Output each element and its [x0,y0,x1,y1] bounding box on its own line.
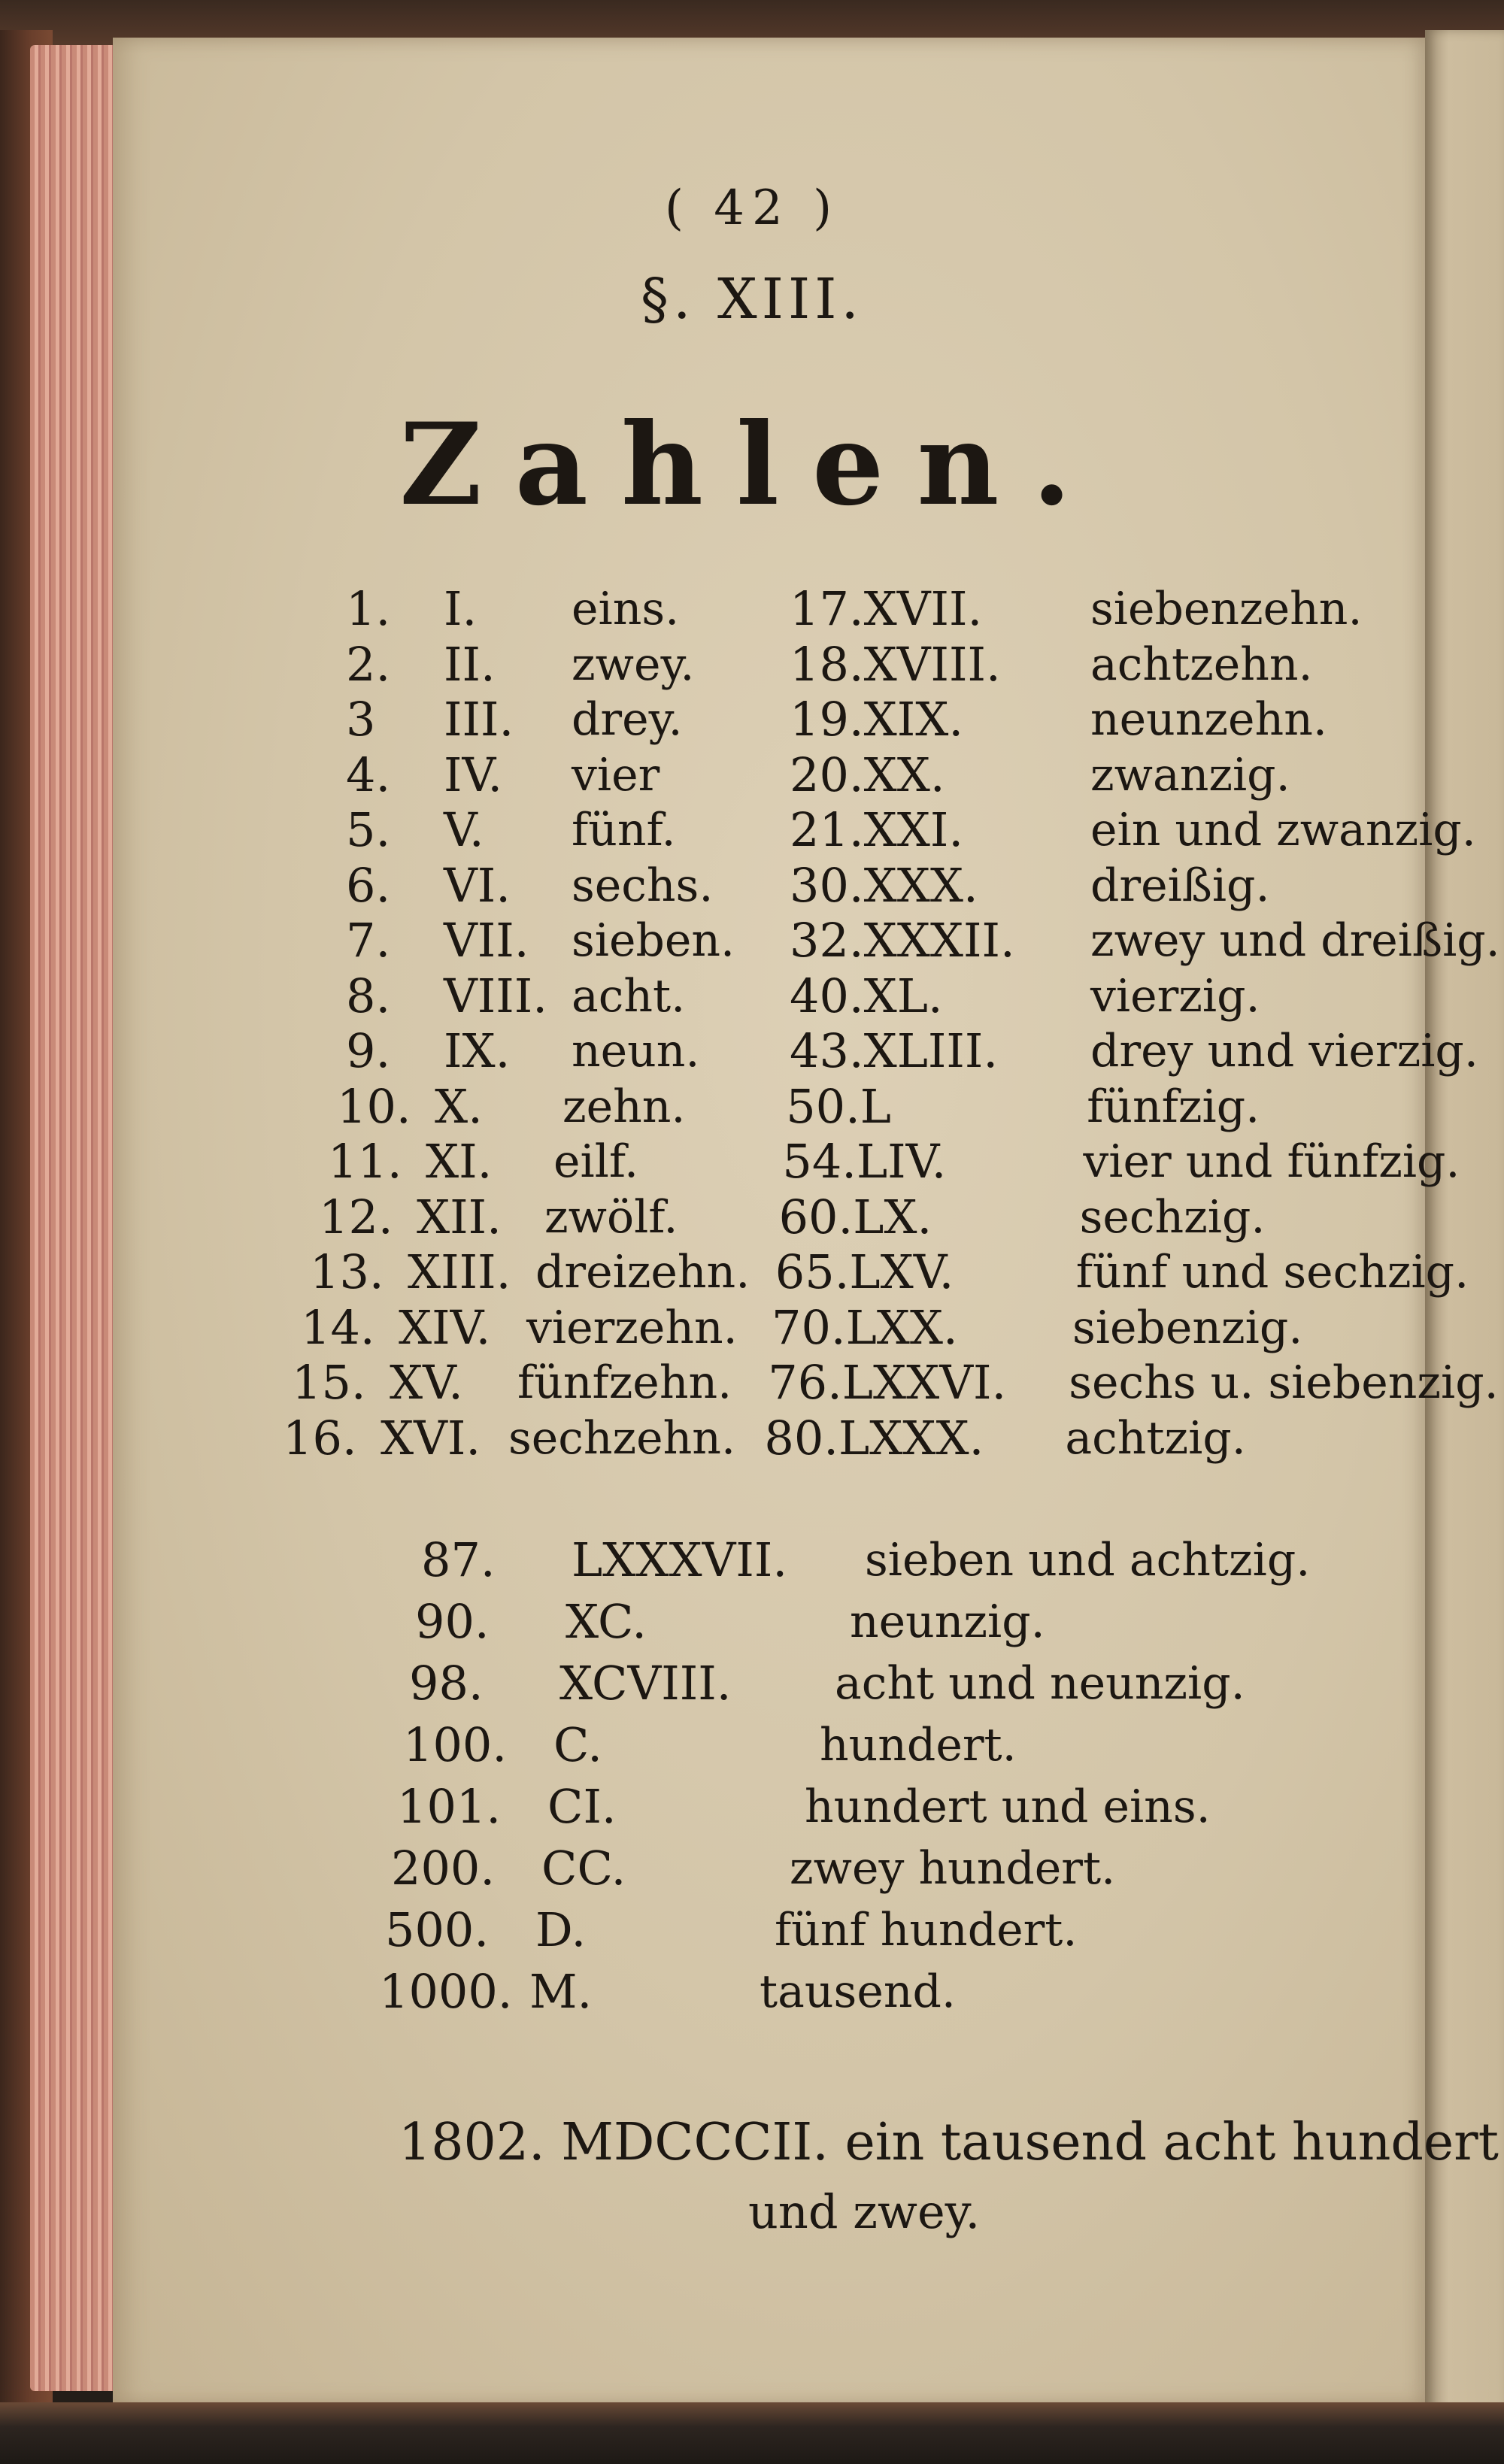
number-arabic-roman: 20.XX. [790,747,945,802]
number-arabic: 87. [421,1532,496,1587]
table-row [346,749,1504,802]
table-row [379,1965,1504,2018]
number-arabic: 1000. [379,1964,513,2019]
number-arabic-roman: 17.XVII. [790,581,983,636]
number-roman: VIII. [444,968,547,1023]
number-word: vier und fünfzig. [1083,1135,1460,1188]
number-arabic: 500. [385,1902,490,1957]
number-word: vierzehn. [526,1301,738,1354]
final-line-1: 1802. MDCCCII. ein tausend acht hundert [399,2113,1499,2172]
table-row [319,1191,1504,1244]
number-arabic-roman: 19.XIX. [790,692,964,747]
number-word: acht. [572,969,686,1023]
table-row [421,1534,1504,1587]
number-roman: XC. [566,1594,647,1649]
number-word: zwölf. [544,1190,678,1244]
number-word: achtzig. [1065,1411,1246,1465]
number-arabic-roman: 40.XL. [790,968,943,1023]
number-roman: XI. [426,1134,493,1189]
number-arabic: 13. [310,1244,384,1299]
number-roman: VII. [444,913,529,968]
number-arabic-roman: 80.LXXX. [764,1410,984,1465]
number-word: fünf hundert. [775,1904,1078,1956]
number-word: siebenzig. [1072,1301,1303,1354]
number-word: ein und zwanzig. [1090,804,1476,856]
table-row [385,1904,1504,1956]
table-row [328,1135,1504,1188]
number-word: siebenzehn. [1090,583,1363,635]
table-row [283,1412,1486,1465]
number-word: zwey und dreißig. [1090,914,1500,967]
table-row [397,1781,1504,1833]
number-word: vierzig. [1090,969,1260,1023]
number-arabic: 1. [346,581,391,636]
number-arabic: 2. [346,636,391,692]
final-line-2: und zwey. [748,2184,981,2239]
number-roman: IX. [444,1023,511,1078]
number-arabic: 9. [346,1023,391,1078]
number-word: fünfzehn. [517,1356,732,1409]
number-roman: M. [529,1964,593,2019]
table-row [415,1596,1504,1648]
number-arabic: 15. [292,1355,366,1410]
table-row [346,693,1504,746]
number-word: zwey. [572,638,695,691]
number-roman: XCVIII. [559,1656,732,1711]
table-row [346,1025,1504,1077]
number-arabic: 98. [409,1656,484,1711]
number-word: sieben. [572,914,735,967]
number-word: eins. [572,583,680,635]
number-arabic-roman: 30.XXX. [790,857,978,913]
number-roman: III. [444,692,514,747]
number-roman: XVI. [381,1410,481,1465]
number-word: sechzig. [1079,1190,1266,1244]
number-roman: IV. [444,747,503,802]
number-arabic: 12. [319,1189,393,1244]
number-word: neun. [572,1025,700,1077]
table-row [301,1299,1504,1355]
number-word: neunzehn. [1090,693,1327,746]
number-word: sechs. [572,859,714,912]
number-roman: X. [435,1078,483,1134]
number-word: hundert. [820,1719,1017,1771]
number-word: zwey hundert. [790,1842,1116,1895]
number-word: drey. [572,693,683,746]
number-arabic: 14. [301,1299,375,1355]
number-word: neunzig. [850,1596,1045,1648]
number-arabic-roman: 43.XLIII. [790,1023,999,1078]
table-row [346,583,1504,635]
number-arabic: 16. [283,1410,357,1465]
number-word: fünfzig. [1087,1080,1260,1133]
number-arabic-roman: 54.LIV. [782,1134,947,1189]
number-word: sechzehn. [508,1411,736,1465]
number-word: acht und neunzig. [835,1657,1245,1710]
number-arabic: 8. [346,968,391,1023]
number-word: hundert und eins. [805,1781,1211,1833]
number-word: zehn. [562,1080,686,1133]
number-word: fünf. [572,804,676,856]
number-roman: D. [535,1902,587,1957]
number-word: tausend. [760,1965,956,2018]
number-roman: XIV. [399,1299,491,1355]
number-word: eilf. [553,1135,639,1188]
number-arabic-roman: 50.L [786,1078,891,1134]
number-arabic-roman: 70.LXX. [772,1299,958,1355]
table-row [346,914,1504,967]
book-cover-bottom [0,2402,1504,2464]
number-arabic: 4. [346,747,391,802]
number-word: fünf und sechzig. [1075,1246,1469,1299]
number-arabic: 7. [346,913,391,968]
page-title: Zahlen. [399,399,1105,531]
number-roman: XIII. [408,1244,511,1299]
number-arabic: 5. [346,802,391,857]
number-arabic: 100. [403,1717,508,1772]
number-arabic-roman: 60.LX. [778,1189,932,1244]
number-word: sieben und achtzig. [865,1534,1311,1587]
number-arabic: 10. [337,1078,411,1134]
number-arabic-roman: 76.LXXVI. [768,1355,1007,1410]
number-roman: II. [444,636,496,692]
number-arabic-roman: 18.XVIII. [790,636,1001,692]
number-word: zwanzig. [1090,748,1290,802]
number-word: dreizehn. [535,1246,750,1299]
number-arabic: 200. [391,1841,496,1896]
page-number: ( 42 ) [664,180,840,236]
number-roman: LXXXVII. [572,1532,788,1587]
number-arabic: 3 [346,692,376,747]
table-row [409,1657,1504,1710]
table-row [346,638,1504,691]
number-roman: I. [444,581,478,636]
number-roman: C. [553,1717,602,1772]
number-roman: V. [444,802,484,857]
table-row [310,1246,1504,1299]
number-arabic: 101. [397,1779,502,1834]
number-word: drey und vierzig. [1090,1025,1478,1077]
section-heading: §. XIII. [641,267,863,332]
number-arabic: 6. [346,857,391,913]
table-row [403,1719,1504,1771]
number-word: sechs u. siebenzig. [1069,1356,1499,1409]
number-word: achtzehn. [1090,638,1313,691]
number-word: vier [572,748,660,802]
number-word: dreißig. [1090,859,1270,912]
number-roman: CI. [547,1779,617,1834]
table-row [346,859,1504,912]
table-row [346,804,1504,856]
number-roman: VI. [444,857,511,913]
number-arabic: 90. [415,1594,490,1649]
table-row [337,1080,1504,1133]
number-arabic-roman: 32.XXXII. [790,913,1015,968]
number-roman: XII. [417,1189,502,1244]
number-arabic-roman: 21.XXI. [790,802,964,857]
number-arabic: 11. [328,1134,402,1189]
number-arabic-roman: 65.LXV. [775,1244,954,1299]
table-row [391,1842,1504,1895]
number-roman: CC. [541,1841,626,1896]
table-row [292,1355,1499,1410]
number-roman: XV. [390,1355,463,1410]
table-row [346,970,1504,1023]
